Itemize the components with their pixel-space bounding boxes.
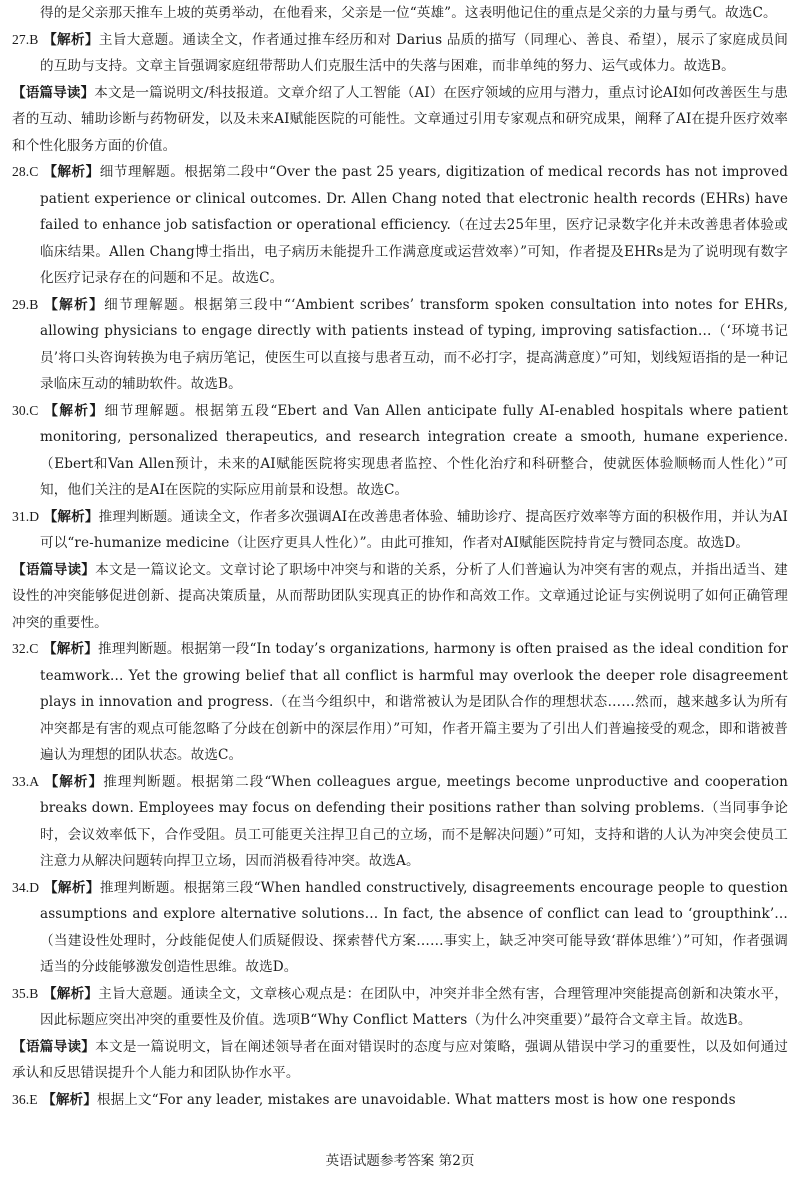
analysis-text: 细节理解题。根据第二段中“Over the past 25 years, digitization of medical records has not improved patient experience or clinical outcomes. Dr. Allen Chang noted that electronic health records (EHRs) have failed to enhance job satisfaction or operational efficiency.（在过去25年里，医疗记录数字化并未改善患者体验或临床结果。Allen Chang博士指出，电子病历未能提升工作满意度或运营效率）”可知，作者提及EHRs是为了说明现有数字化医疗记录存在的问题和不足。故选C。 — [40, 164, 789, 286]
answer-item — [12, 398, 788, 504]
analysis-text: 推理判断题。通读全文，作者多次强调AI在改善患者体验、辅助诊疗、提高医疗效率等方面的积极作用，并认为AI可以“re-humanize medicine（让医疗更具人性化）”。由此可推知，作者对AI赋能医院持肯定与赞同态度。故选D。 — [40, 508, 788, 551]
passage-guide-text: 本文是一篇说明文，旨在阐述领导者在面对错误时的态度与应对策略，强调从错误中学习的重要性，以及如何通过承认和反思错误提升个人能力和团队协作水平。 — [12, 1038, 788, 1081]
passage-guide-tag: 【语篇导读】 — [12, 1038, 96, 1055]
passage-guide-tag: 【语篇导读】 — [12, 561, 96, 578]
answer-item — [12, 504, 788, 557]
answer-item — [12, 981, 788, 1034]
passage-guide-text: 本文是一篇说明文/科技报道。文章介绍了人工智能（AI）在医疗领域的应用与潜力，重点讨论AI如何改善医生与患者的互动、辅助诊断与药物研发，以及未来AI赋能医院的可能性。文章通过引用专家观点和研究成果，阐释了AI在提升医疗效率和个性化服务方面的价值。 — [12, 84, 788, 154]
analysis-tag: 【解析】 — [43, 31, 99, 48]
analysis-text: 细节理解题。根据第五段“Ebert and Van Allen anticipate fully AI-enabled hospitals where patient monitoring, personalized therapeutics, and research integration create a smooth, humane experience.（Ebert和Van Allen预计，未来的AI赋能医院将实现患者监控、个性化治疗和科研整合，使就医体验顺畅而人性化）”可知，他们关注的是AI在医院的实际应用前景和设想。故选C。 — [40, 402, 789, 498]
passage-guide — [12, 80, 788, 160]
analysis-text: 根据上文“For any leader, mistakes are unavoidable. What matters most is how one responds — [96, 1091, 736, 1108]
passage-guide-tag: 【语篇导读】 — [12, 84, 95, 101]
question-number: 27.B — [12, 31, 39, 47]
answer-item — [12, 636, 788, 769]
answer-item — [12, 875, 788, 981]
question-number: 31.D — [12, 508, 40, 524]
question-number: 29.B — [12, 296, 39, 312]
question-number: 28.C — [12, 164, 39, 179]
answer-item — [12, 1087, 788, 1114]
answer-item — [12, 292, 788, 398]
analysis-tag: 【解析】 — [44, 402, 105, 419]
answer-item — [12, 27, 788, 80]
analysis-text: 细节理解题。根据第三段中“‘Ambient scribes’ transform spoken consultation into notes for EHRs, allowing physicians to engage directly with patients instead of typing, improving satisfaction…（‘环境书记员’将口头咨询转换为电子病历笔记，使医生可以直接与患者互动，而不必打字，提高满意度）”可知，划线短语指的是一种记录临床互动的辅助软件。故选B。 — [40, 296, 788, 392]
analysis-tag: 【解析】 — [42, 641, 99, 657]
question-number: 34.D — [12, 879, 40, 895]
continued-paragraph — [12, 0, 788, 27]
page-content — [12, 0, 788, 1113]
passage-guide — [12, 1034, 788, 1087]
question-number: 30.C — [12, 402, 39, 418]
analysis-text: 推理判断题。根据第一段“In today’s organizations, harmony is often praised as the ideal condition for teamwork… Yet the growing belief that all conflict is harmful may overlook the deeper role disagreement plays in innovation and progress.（在当今组织中，和谐常被认为是团队合作的理想状态……然而，越来越多认为所有冲突都是有害的观点可能忽略了分歧在创新中的深层作用）”可知，作者开篇主要为了引出人们普遍接受的观念，即和谐被普遍认为理想的团队状态。故选C。 — [40, 641, 789, 763]
analysis-tag: 【解析】 — [42, 1091, 97, 1108]
analysis-text: 主旨大意题。通读全文，作者通过推车经历和对 Darius 品质的描写（同理心、善良、希望），展示了家庭成员间的互助与支持。文章主旨强调家庭纽带帮助人们克服生活中的失落与困难，而非单纯的努力、运气或体力。故选B。 — [40, 31, 788, 74]
answer-item — [12, 159, 788, 292]
analysis-tag: 【解析】 — [43, 508, 99, 525]
page-footer: 英语试题参考答案 第2页 — [325, 1153, 475, 1169]
analysis-tag: 【解析】 — [43, 164, 100, 180]
analysis-tag: 【解析】 — [44, 296, 105, 313]
question-number: 33.A — [12, 773, 40, 789]
analysis-tag: 【解析】 — [43, 879, 100, 896]
analysis-tag: 【解析】 — [43, 985, 99, 1002]
answer-item — [12, 769, 788, 875]
analysis-text: 主旨大意题。通读全文，文章核心观点是：在团队中，冲突并非全然有害，合理管理冲突能提高创新和决策水平，因此标题应突出冲突的重要性及价值。选项B“Why Conflict Matters（为什么冲突重要）”最符合文章主旨。故选B。 — [40, 985, 789, 1028]
question-number: 32.C — [12, 641, 39, 656]
analysis-text: 推理判断题。根据第三段“When handled constructively, disagreements encourage people to question assumptions and explore alternative solutions… In fact, the absence of conflict can lead to ‘groupthink’…（当建设性处理时，分歧能促使人们质疑假设、探索替代方案……事实上，缺乏冲突可能导致‘群体思维’）”可知，作者强调适当的分歧能够激发创造性思维。故选D。 — [40, 879, 789, 975]
analysis-text: 推理判断题。根据第二段“When colleagues argue, meetings become unproductive and cooperation breaks down. Employees may focus on defending their positions rather than solving problems.（当同事争论时，会议效率低下，合作受阻。员工可能更关注捍卫自己的立场，而不是解决问题）”可知，支持和谐的人认为冲突会使员工注意力从解决问题转向捍卫立场，因而消极看待冲突。故选A。 — [40, 773, 789, 869]
passage-guide-text: 本文是一篇议论文。文章讨论了职场中冲突与和谐的关系，分析了人们普遍认为冲突有害的观点，并指出适当、建设性的冲突能够促进创新、提高决策质量，从而帮助团队实现真正的协作和高效工作。文章通过论证与实例说明了如何正确管理冲突的重要性。 — [12, 561, 788, 631]
paragraph-text: 得的是父亲那天推车上坡的英勇举动，在他看来，父亲是一位“英雄”。这表明他记住的重点是父亲的力量与勇气。故选C。 — [40, 5, 777, 21]
question-number: 36.E — [12, 1091, 38, 1107]
passage-guide — [12, 557, 788, 637]
analysis-tag: 【解析】 — [44, 773, 104, 790]
question-number: 35.B — [12, 985, 39, 1001]
